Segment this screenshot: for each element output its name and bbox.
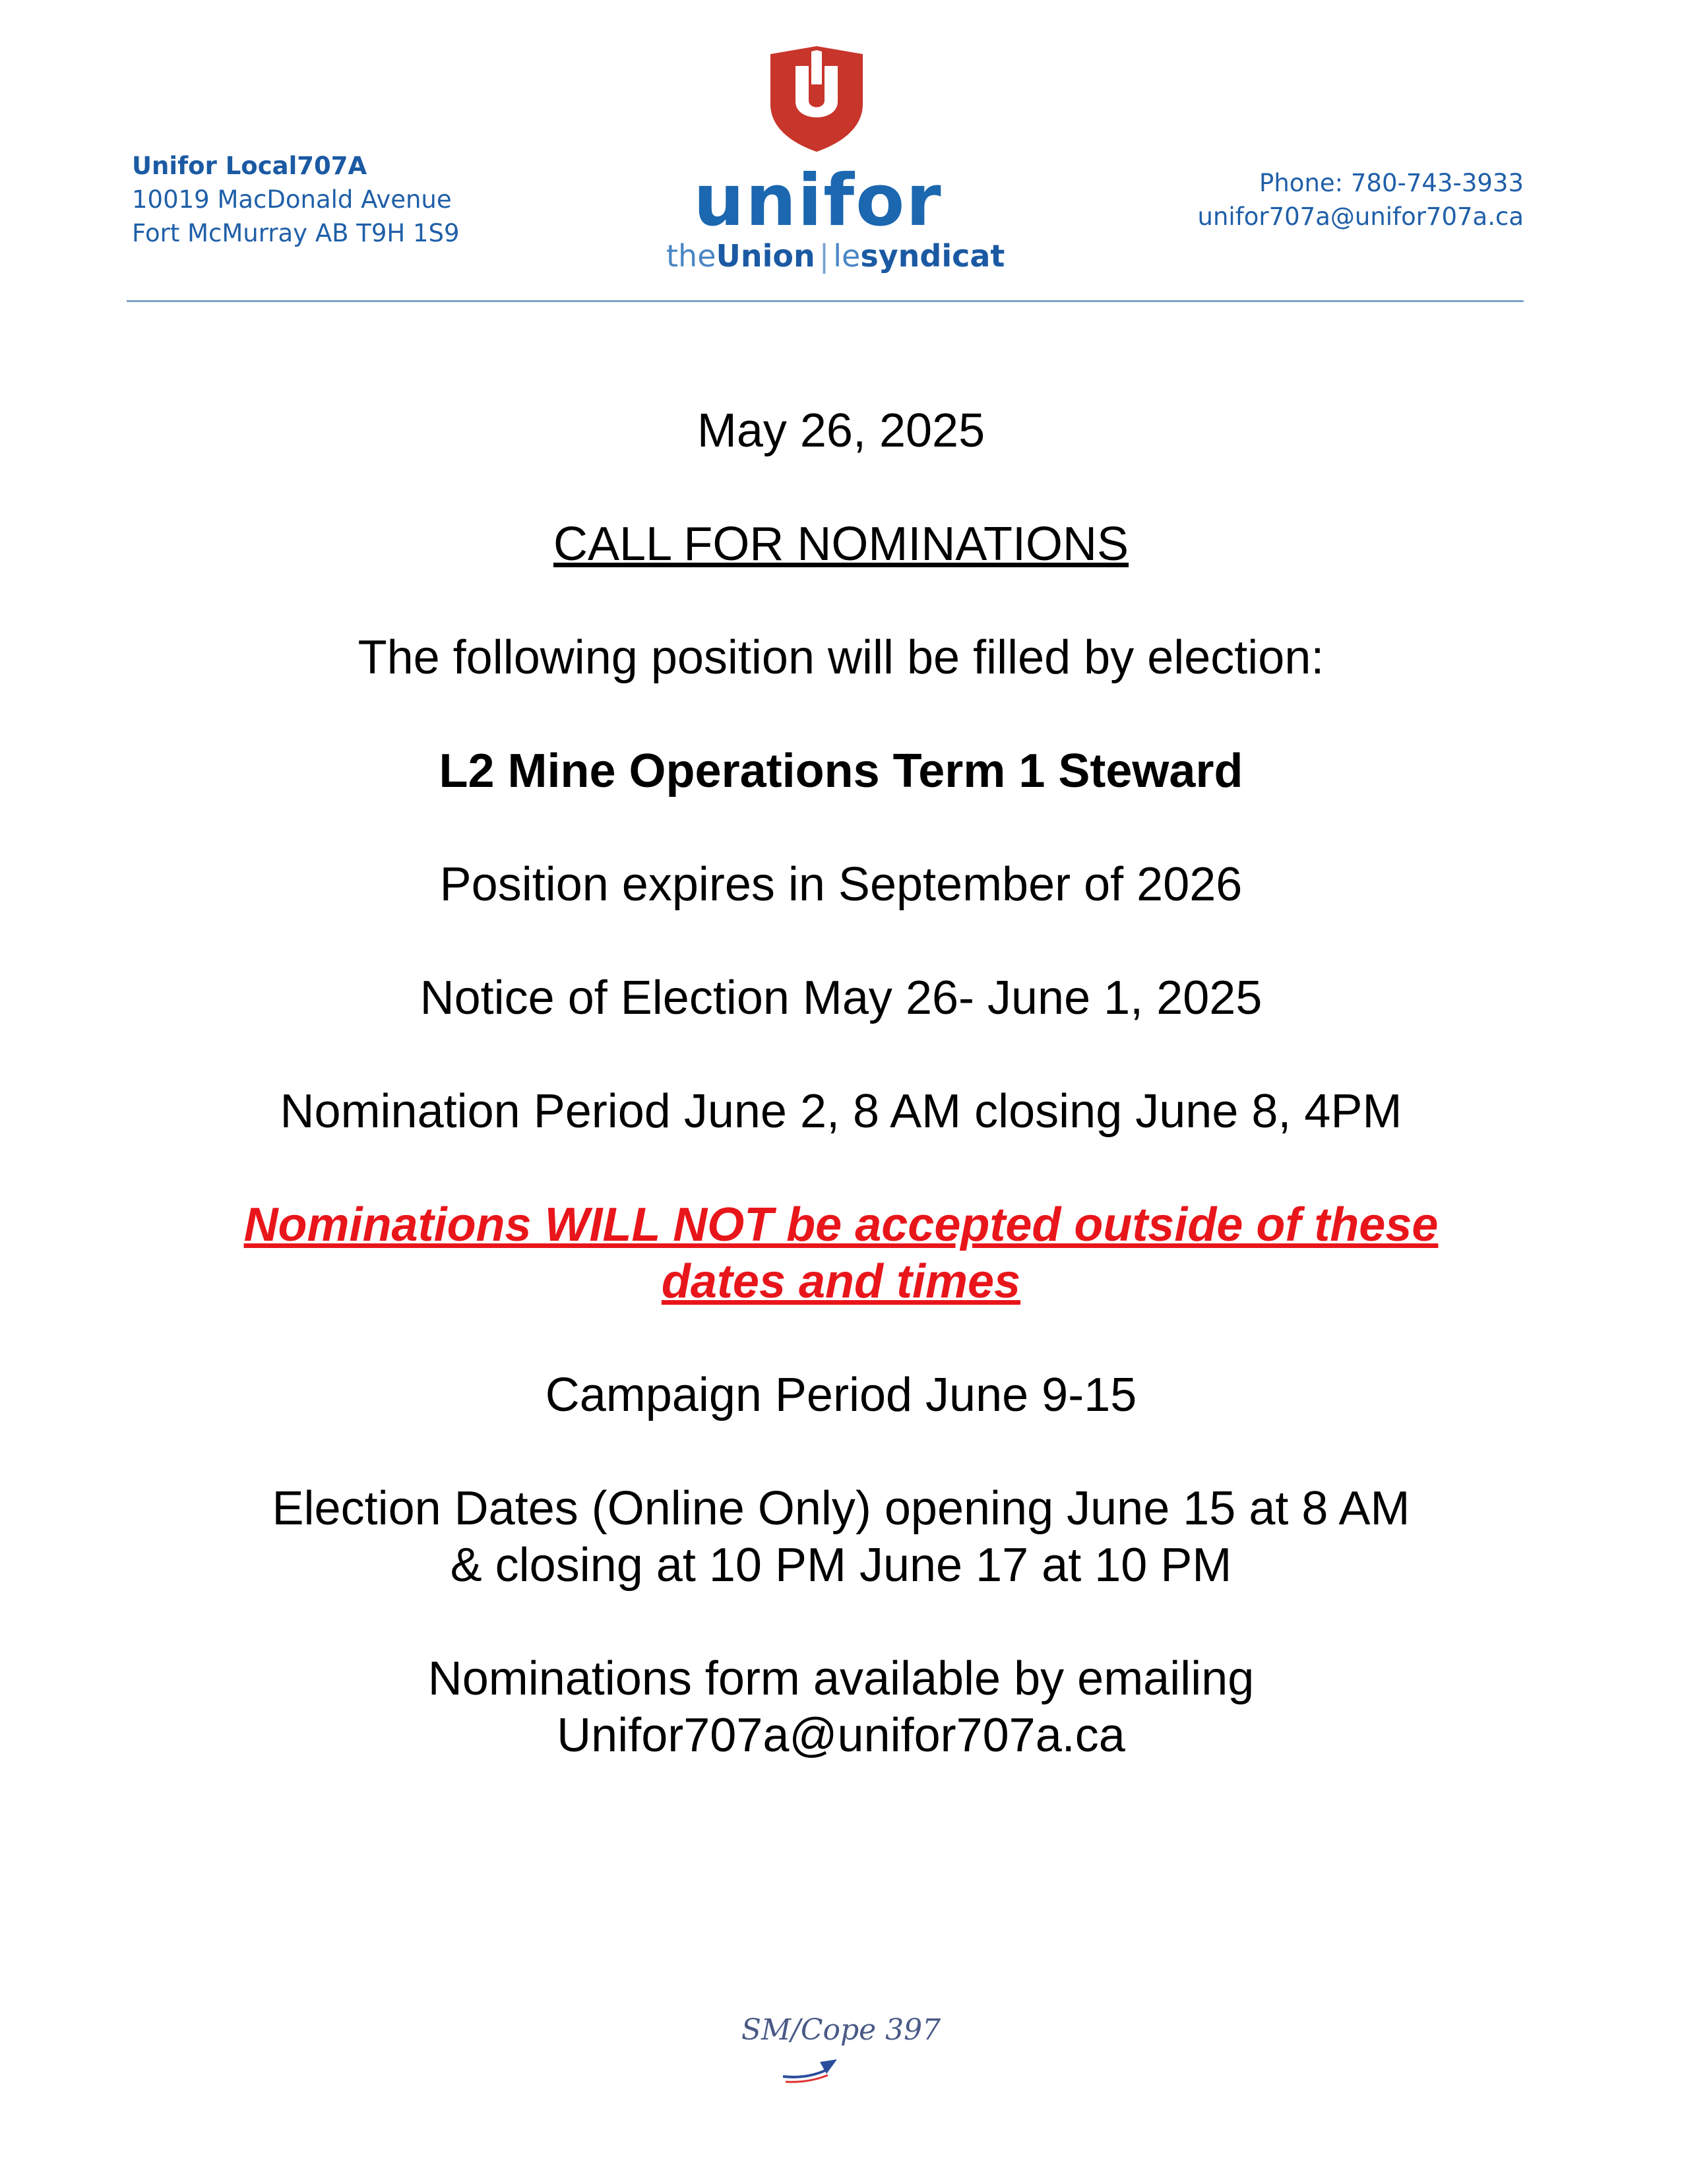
- tagline-union: Union: [716, 238, 815, 274]
- unifor-shield-icon: [770, 46, 863, 152]
- tagline-le: le: [833, 238, 861, 274]
- cope-union-bug-icon: [780, 2057, 840, 2090]
- campaign-period: Campaign Period June 9-15: [545, 1369, 1137, 1421]
- address-line-2: Fort McMurray AB T9H 1S9: [132, 219, 460, 247]
- org-name: Unifor Local707A: [132, 152, 367, 180]
- notice-date: May 26, 2025: [697, 404, 985, 457]
- notice-heading: CALL FOR NOMINATIONS: [553, 518, 1129, 571]
- position-title: L2 Mine Operations Term 1 Steward: [439, 745, 1243, 797]
- form-email: Unifor707a@unifor707a.ca: [557, 1709, 1125, 1762]
- header-divider: [127, 300, 1524, 302]
- footer-label: SM/Cope 397: [741, 2013, 941, 2047]
- election-dates: [0, 1480, 1682, 1594]
- notice-of-election: Notice of Election May 26- June 1, 2025: [420, 972, 1262, 1024]
- tagline-separator: |: [819, 238, 830, 274]
- nomination-form-info: [0, 1650, 1682, 1764]
- unifor-logo: [666, 46, 1005, 274]
- nomination-period: Nomination Period June 2, 8 AM closing June 8, 4PM: [280, 1085, 1402, 1138]
- contact-info: [1198, 166, 1524, 234]
- logo-tagline: [666, 237, 1005, 274]
- tagline-the: the: [666, 238, 716, 274]
- sender-address: [132, 149, 460, 250]
- address-line-1: 10019 MacDonald Avenue: [132, 185, 452, 214]
- election-line-2: & closing at 10 PM June 17 at 10 PM: [450, 1539, 1232, 1592]
- warning-line-1: Nominations WILL NOT be accepted outside of these: [243, 1199, 1439, 1251]
- warning-line-2: dates and times: [661, 1255, 1021, 1308]
- contact-email: unifor707a@unifor707a.ca: [1197, 203, 1524, 231]
- phone-number: Phone: 780-743-3933: [1259, 169, 1524, 197]
- tagline-syndicat: syndicat: [860, 238, 1005, 274]
- notice-intro: The following position will be filled by election:: [358, 631, 1324, 684]
- position-expiry: Position expires in September of 2026: [439, 858, 1243, 911]
- unifor-wordmark: unifor: [693, 160, 943, 242]
- election-line-1: Election Dates (Online Only) opening June 15 at 8 AM: [272, 1482, 1410, 1535]
- nomination-warning: [0, 1197, 1682, 1310]
- form-line-1: Nominations form available by emailing: [427, 1652, 1255, 1705]
